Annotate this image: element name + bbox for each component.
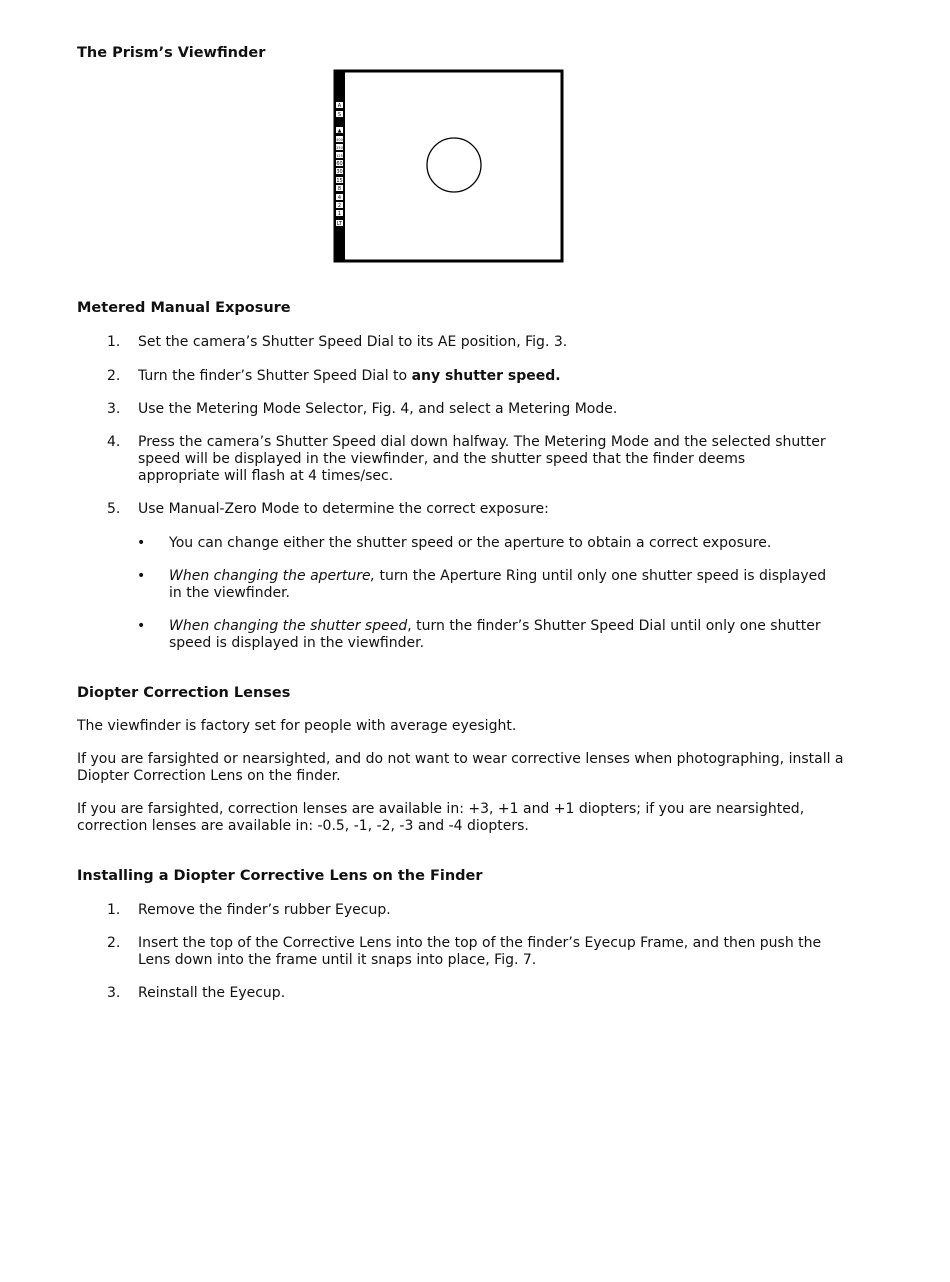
viewfinder-scale-label: 1	[337, 211, 342, 217]
viewfinder-scale-label: 250	[336, 146, 343, 150]
list-number: 3.	[107, 985, 121, 1001]
viewfinder-scale-label: ▲	[337, 128, 342, 134]
list-item: Set the camera’s Shutter Speed Dial to its AE position, Fig. 3.	[138, 334, 568, 350]
list-number: 2.	[107, 935, 121, 951]
list-item	[138, 368, 828, 385]
paragraph: If you are farsighted, correction lenses are available in: +3, +1 and +1 diopters; if you are nearsighted, correction lenses are available in: -0.5, -1, -2, -3 and -4 diopters.	[77, 801, 805, 834]
list-number: 1.	[107, 902, 121, 918]
list-item: Remove the finder’s rubber Eyecup.	[138, 902, 391, 918]
viewfinder-scale-label: 2	[337, 203, 342, 209]
list-number: 4.	[107, 434, 121, 450]
section-heading-metered-manual: Metered Manual Exposure	[77, 300, 291, 316]
bullet-icon: •	[137, 618, 146, 634]
bullet-item	[169, 618, 829, 652]
bullet-item	[169, 568, 829, 602]
viewfinder-scale-label: 15	[336, 178, 343, 184]
list-item: Press the camera’s Shutter Speed dial down halfway. The Metering Mode and the selected shutter speed will be displayed in the viewfinder, and the shutter speed that the finder deems appropriate will flash at 4 times/sec.	[138, 434, 826, 484]
list-number: 3.	[107, 401, 121, 417]
viewfinder-scale-label: 4	[337, 195, 342, 201]
viewfinder-scale-label: 8	[337, 186, 342, 192]
viewfinder-scale-label: S	[337, 112, 342, 118]
bullet-item-text: turn the Aperture Ring until only one shutter speed is displayed in the viewfinder.	[169, 568, 827, 601]
list-number: 1.	[107, 334, 121, 350]
paragraph: The viewfinder is factory set for people with average eyesight.	[77, 718, 517, 734]
list-number: 2.	[107, 368, 121, 384]
list-item: Use Manual-Zero Mode to determine the correct exposure:	[138, 501, 549, 517]
viewfinder-diagram	[333, 69, 565, 264]
bullet-icon: •	[137, 568, 146, 584]
viewfinder-scale-label: A	[337, 103, 342, 109]
viewfinder-scale-label: 60	[336, 161, 343, 167]
bullet-item-text: , turn the finder’s Shutter Speed Dial until only one shutter speed is displayed in the viewfinder.	[169, 618, 821, 651]
section-heading-installing-lens: Installing a Diopter Corrective Lens on the Finder	[77, 868, 483, 884]
paragraph: If you are farsighted or nearsighted, and do not want to wear corrective lenses when photographing, install a Diopter Correction Lens on the finder.	[77, 751, 844, 784]
viewfinder-frame	[335, 71, 562, 261]
bullet-item-emphasis: When changing the shutter speed	[169, 618, 408, 634]
list-item-emphasis: any shutter speed.	[411, 368, 561, 384]
bullet-item-emphasis: When changing the aperture,	[169, 568, 376, 584]
viewfinder-scale-label: LT	[336, 221, 343, 227]
bullet-item: You can change either the shutter speed or the aperture to obtain a correct exposure.	[169, 535, 772, 551]
viewfinder-scale-label: 400	[336, 138, 343, 142]
list-item: Reinstall the Eyecup.	[138, 985, 286, 1001]
section-heading-viewfinder: The Prism’s Viewfinder	[77, 45, 266, 61]
list-item: Use the Metering Mode Selector, Fig. 4, and select a Metering Mode.	[138, 401, 618, 417]
list-item-text: Turn the finder’s Shutter Speed Dial to	[138, 368, 412, 384]
list-item: Insert the top of the Corrective Lens into the top of the finder’s Eyecup Frame, and then push the Lens down into the frame until it snaps into place, Fig. 7.	[138, 935, 822, 968]
bullet-icon: •	[137, 535, 146, 551]
viewfinder-scale-label: 125	[336, 154, 343, 158]
list-number: 5.	[107, 501, 121, 517]
section-heading-diopter-lenses: Diopter Correction Lenses	[77, 685, 291, 701]
viewfinder-scale-label: 30	[336, 169, 343, 175]
